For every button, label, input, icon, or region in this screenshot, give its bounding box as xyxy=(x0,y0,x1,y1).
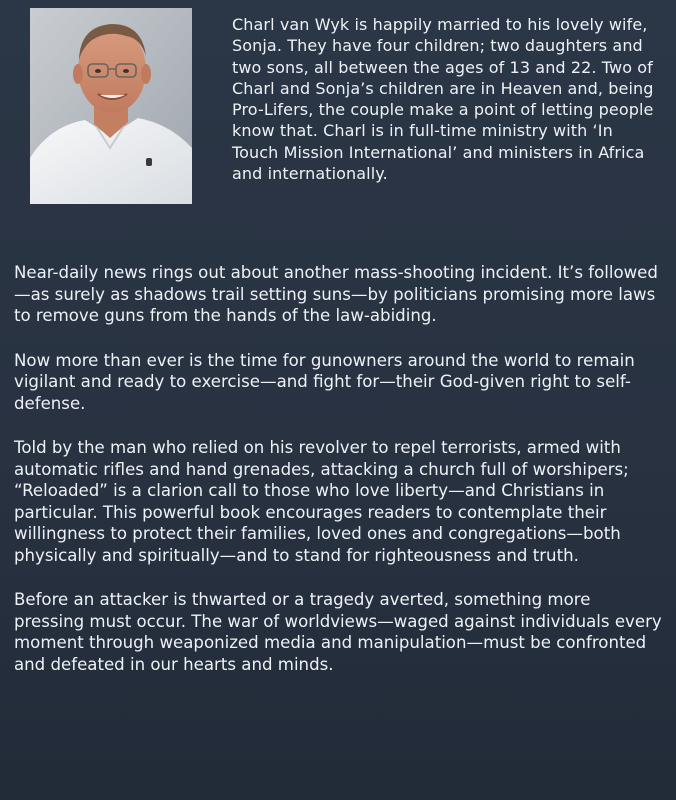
description-paragraph: Before an attacker is thwarted or a tragedy averted, something more pressing must occur. The war of worldviews—waged against individuals every moment through weaponized media and manipulation—must be confronted and defeated in our hearts and minds. xyxy=(14,590,662,674)
author-bio: Charl van Wyk is happily married to his lovely wife, Sonja. They have four children; two daughters and two sons, all between the ages of 13 and 22. Two of Charl and Sonja’s children are in Heaven and, being Pro-Lifers, the couple make a point of letting people know that. Charl is in full-time ministry with ‘In Touch Mission International’ and ministers in Africa and internationally. xyxy=(232,15,654,184)
author-photo xyxy=(30,8,192,204)
description-paragraph: Now more than ever is the time for gunowners around the world to remain vigilant and ready to exercise—and fight for—their God-given right to self-defense. xyxy=(14,350,635,413)
book-description xyxy=(14,262,662,698)
description-paragraph: Near-daily news rings out about another mass-shooting incident. It’s followed—as surely as shadows trail setting suns—by politicians promising more laws to remove guns from the hands of the law-abiding. xyxy=(14,263,658,325)
description-paragraph: Told by the man who relied on his revolver to repel terrorists, armed with automatic rifles and hand grenades, attacking a church full of worshipers; “Reloaded” is a clarion call to those who love liberty—and Christians in particular. This powerful book encourages readers to contemplate their willingness to protect their families, loved ones and congregations—both physically and spiritually—and to stand for righteousness and truth. xyxy=(14,438,629,565)
